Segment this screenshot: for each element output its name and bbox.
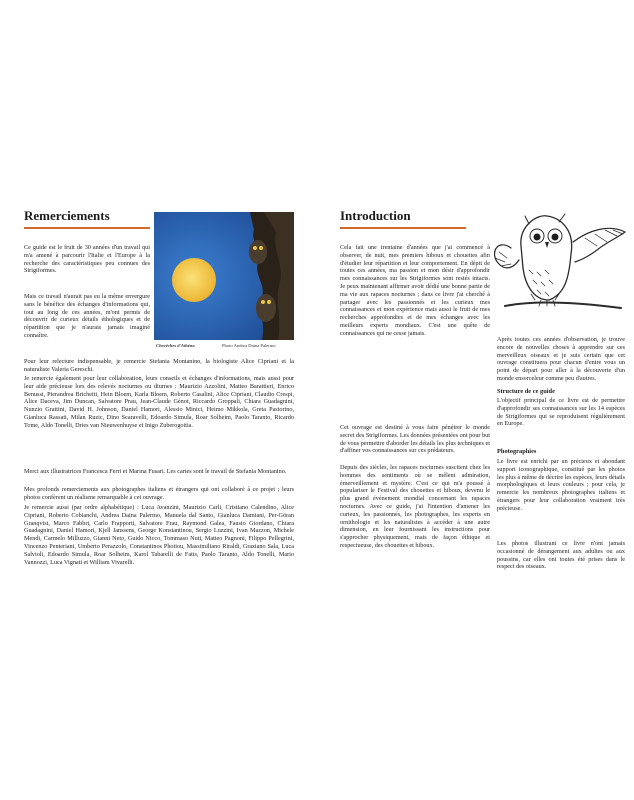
photo-caption-species: Chevêches d'Athéna <box>156 343 195 348</box>
paragraph: Après toutes ces années d'observation, je trouve encore de nouvelles choses à apprendre sur ces merveilleux oiseaux et je suis certain que cet ouvrage constituera pour chacun d'entre vous un point de départ pour aller à la découverte d'un monde ensorceleur comme peu d'autres. <box>497 336 625 382</box>
photo-caption-credit: Photo Andrea Daina Palermo <box>222 343 276 348</box>
paragraph: Mes profonds remerciements aux photographes italiens et étrangers qui ont collaboré à ce projet ; leurs photos confèrent un réalisme remarquable à cet ouvrage. <box>24 486 294 501</box>
owl-sketch-illustration <box>485 208 633 326</box>
paragraph: Le livre est enrichi par un précieux et abondant support iconographique, constitué par les photos les plus à même de décrire les espèces, leurs détails morphologiques et leurs couleurs ; pour cela, je remercie les nombreux photographes italiens et étrangers pour leur collaboration vraiment très précieuse. <box>497 458 625 512</box>
paragraph: Je remercie également pour leur collaboration, leurs conseils et échanges d'informations, mais aussi pour leur aide précieuse lors des relevés nocturnes ou diurnes : Maurizio Azzolini, Matteo Barattieri, Enrico Benussi, Pierandrea Brichetti, Hein Bloem, Karla Bloem, Roberto Casalini, Alice Cipriani, Claudio Crespi, Alice Daceva, Jim Duncan, Salvatore Prau, Jean-Claude Génot, Riccardo Groppali, Chiara Guadagnini, Nunzio Grattini, David H. Johnson, Daniel Hamori, Alessio Minici, Heimo Mikkola, Greta Pastorino, Gianluca Rassati, Milan Ruzic, Dino Scaravelli, Edoardo Simula, Roar Solheim, Paolo Taranto, Ricardo Tome, Aldo Tonelli, Dries van Nieuwenhuyse et Inigo Zuberogoitia. <box>24 375 294 429</box>
paragraph: Depuis des siècles, les rapaces nocturnes suscitent chez les hommes des sentiments où se mêlent admiration, émerveillement et mystère. C'est ce qui m'a poussé à populariser le Festival des chouettes et hiboux, devenu le plus grand événement mondial concernant les rapaces nocturnes. Avec ce guide, j'ai l'intention d'amener les curieux, les passionnés, les photographes, les experts en ornithologie et les naturalistes à accéder à une autre dimension, en leur fournissant les instructions pour s'approcher physiquement, mais de façon éthique et respectueuse, des chouettes et hiboux. <box>340 464 490 549</box>
paragraph: Mais ce travail n'aurait pas eu la même envergure sans le bénéfice des échanges d'informations qui, tout au long de ces années, m'ont permis de découvrir de curieux détails éthologiques et de répartition que je n'aurais jamais imaginé connaître. <box>24 293 150 339</box>
paragraph: Je remercie aussi (par ordre alphabétique) : Luca Avanzini, Maurizio Carli, Cristiano Calendino, Alice Cipriani, Roberto Cobianchi, Andrea Daina Palermo, Manuela dal Santo, Gianluca Damiani, Per-Göran Granqvist, Marco Fabbri, Carlo Frapporti, Salvatore Frau, Raymond Galea, Fausto Giordano, Chiara Guadagnini, Daniel Hamori, Kjell Janssens, George Konstantinou, Sergio Luzzini, Ivan Mazzon, Michele Mendi, Carmelo Milluzzo, Gianni Neto, Guido Nicco, Tommaso Nuti, Matteo Pagnoni, Filippo Pellegrini, Vincenzo Penteriani, Umberto Perazzolo, Constantinos Photiou, Massimiliano Riraldi, Graziano Sala, Luca Salvioli, Edoardo Simula, Roar Solheim, Karol Tabarelli de Fatis, Paolo Taranto, Aldo Tonelli, Mario Vannozzi, Luca Vignati et William Vivarelli. <box>24 504 294 566</box>
paragraph: Pour leur relecture indispensable, je remercie Stefania Montanino, la biologiste Alice Cipriani et la naturaliste Valeria Gereschi. <box>24 358 294 373</box>
paragraph: L'objectif principal de ce livre est de permettre d'approfondir ses connaissances sur les 14 espèces de Strigiformes qui se reproduisent régulièrement en Europe. <box>497 397 625 428</box>
right-page <box>317 0 634 800</box>
paragraph: Merci aux illustratrices Francesca Ferri et Marina Fusari. Les cartes sont le travail de Stefania Montanino. <box>24 468 287 475</box>
heading-rule <box>24 227 150 229</box>
section-title: Structure de ce guide <box>497 388 555 395</box>
paragraph: Cela fait une trentaine d'années que j'ai commencé à observer, de nuit, mes premiers hiboux et chouettes afin d'étudier leur répartition et leur comportement. En dépit de toutes ces années, ma passion et mon désir d'approfondir mes connaissances sur les Strigiformes sont restés intacts. Je peux maintenant affirmer avoir dédié une bonne partie de ma vie aux rapaces nocturnes ; dans ce livre j'ai cherché à partager avec les passionnés et les curieux mes connaissances et mon expérience mais aussi le fruit de mes recherches approfondies et de mes échanges avec les meilleurs experts mondiaux. C'est une quête de connaissances qui ne cesse jamais. <box>340 244 490 337</box>
paragraph: Les photos illustrant ce livre n'ont jamais occasionné de dérangement aux adultes ou aux poussins, car elles ont toutes été prises dans le respect des oiseaux. <box>497 540 625 571</box>
owl-moon-photo <box>154 212 294 340</box>
page-title: Introduction <box>340 208 411 223</box>
paragraph: Ce guide est le fruit de 30 années d'un travail qui m'a amené à parcourir l'Italie et l'Europe à la recherche des caractéristiques peu connues des Strigiformes. <box>24 244 150 275</box>
page-title: Remerciements <box>24 208 110 223</box>
heading-rule <box>340 227 466 229</box>
section-title: Photographies <box>497 448 537 455</box>
paragraph: Cet ouvrage est destiné à vous faire pénétrer le monde secret des Strigiformes. Les données présentées ont pour but de vous permettre d'aborder les détails les plus techniques et d'affiner vos connaissances sur ces prédateurs. <box>340 424 490 455</box>
